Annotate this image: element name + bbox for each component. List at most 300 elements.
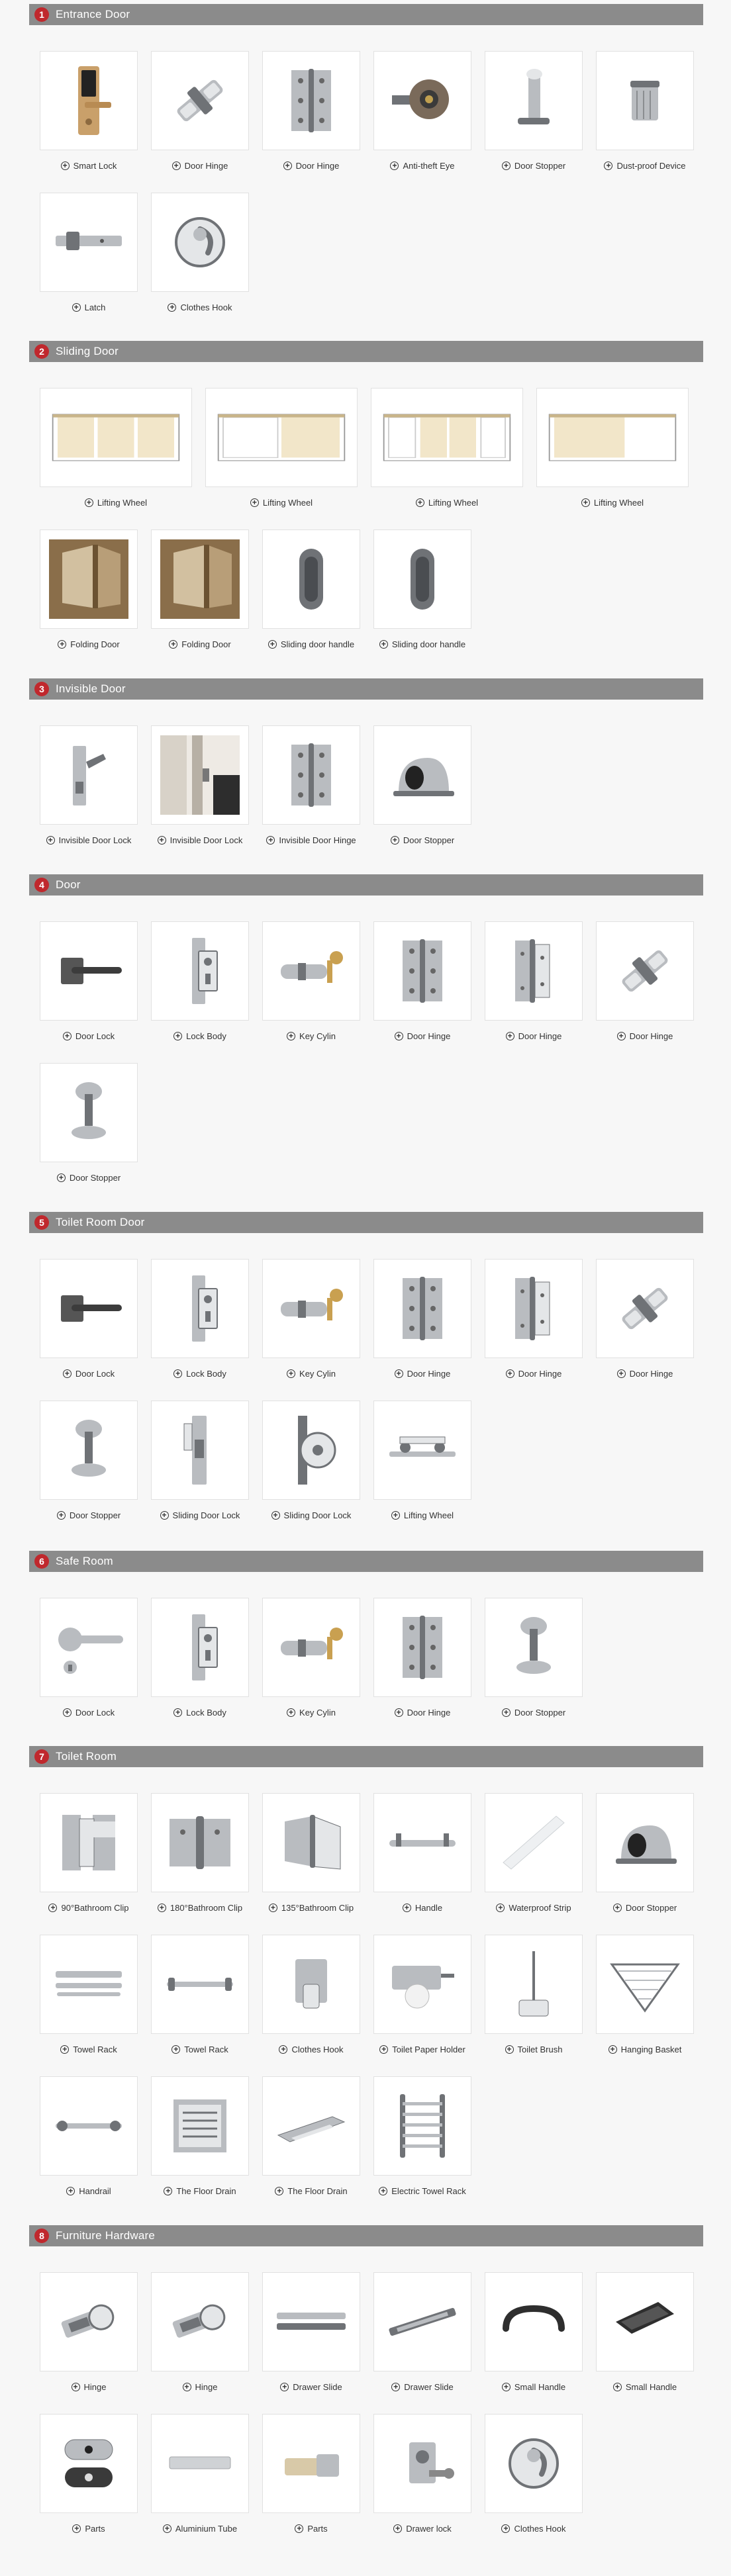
product-card[interactable]	[151, 725, 249, 846]
product-caption[interactable]	[373, 834, 471, 846]
product-card[interactable]	[151, 1935, 249, 2055]
product-image[interactable]	[40, 1935, 138, 2034]
product-caption[interactable]	[40, 1367, 138, 1379]
section-title: Entrance Door	[56, 8, 130, 21]
towel-rack-shelf-icon	[49, 1945, 128, 2024]
product-card[interactable]	[40, 51, 138, 171]
section-number-badge: 1	[34, 7, 49, 22]
product-card[interactable]	[373, 1598, 471, 1718]
product-card[interactable]	[373, 725, 471, 846]
plus-circle-icon: +	[275, 2187, 283, 2195]
product-image[interactable]	[40, 388, 192, 487]
product-image[interactable]	[262, 1401, 360, 1500]
product-image[interactable]	[151, 725, 249, 825]
product-card[interactable]	[151, 1598, 249, 1718]
product-caption[interactable]	[151, 2043, 249, 2055]
product-card[interactable]	[596, 921, 694, 1042]
product-label: 90°Bathroom Clip	[61, 1902, 129, 1913]
cabinet-hinge-icon	[49, 2282, 128, 2362]
product-caption[interactable]	[596, 2381, 694, 2393]
product-card[interactable]	[262, 1935, 360, 2055]
product-caption[interactable]	[151, 1030, 249, 1042]
product-image[interactable]	[40, 1063, 138, 1162]
product-image[interactable]	[40, 725, 138, 825]
product-caption[interactable]	[596, 1030, 694, 1042]
butt-hinge-icon	[271, 735, 351, 815]
product-label: Folding Door	[181, 639, 231, 649]
product-caption[interactable]	[262, 160, 360, 171]
product-caption[interactable]	[373, 1509, 471, 1521]
product-card[interactable]	[151, 2272, 249, 2393]
product-card[interactable]	[151, 51, 249, 171]
product-card[interactable]	[40, 921, 138, 1042]
product-caption[interactable]	[485, 1030, 583, 1042]
product-caption[interactable]	[151, 1367, 249, 1379]
product-card[interactable]	[151, 193, 249, 313]
product-caption[interactable]	[485, 160, 583, 171]
product-caption[interactable]	[485, 1902, 583, 1913]
product-card[interactable]	[485, 2414, 583, 2534]
product-card[interactable]	[373, 529, 471, 650]
product-card[interactable]	[485, 51, 583, 171]
product-card[interactable]	[373, 1259, 471, 1379]
product-image[interactable]	[40, 1401, 138, 1500]
section-title: Door	[56, 878, 81, 891]
product-caption[interactable]	[262, 1902, 360, 1913]
product-image[interactable]	[596, 921, 694, 1021]
flag-hinge-icon	[494, 931, 573, 1011]
product-caption[interactable]	[40, 1509, 138, 1521]
plus-circle-icon: +	[61, 161, 70, 170]
cabinet-hinge-icon	[160, 2282, 240, 2362]
product-card[interactable]	[40, 2414, 138, 2534]
product-card[interactable]	[40, 2272, 138, 2393]
dome-stopper-icon	[605, 1803, 685, 1882]
product-caption[interactable]	[40, 301, 138, 313]
product-image[interactable]	[40, 1259, 138, 1358]
clothes-hook-icon	[494, 2424, 573, 2503]
product-label: Anti-theft Eye	[403, 160, 455, 171]
product-image[interactable]	[596, 1935, 694, 2034]
product-caption[interactable]	[262, 2381, 360, 2393]
product-card[interactable]	[262, 51, 360, 171]
product-image[interactable]	[485, 2272, 583, 2371]
product-caption[interactable]	[40, 1902, 138, 1913]
product-caption[interactable]	[373, 638, 471, 650]
product-card[interactable]	[40, 529, 138, 650]
product-card[interactable]	[151, 1401, 249, 1521]
product-label: Electric Towel Rack	[391, 2185, 466, 2196]
product-image[interactable]	[596, 2272, 694, 2371]
product-image[interactable]	[40, 1793, 138, 1892]
product-card[interactable]	[40, 1401, 138, 1521]
product-caption[interactable]	[373, 2043, 471, 2055]
plus-circle-icon: +	[158, 836, 166, 845]
plus-circle-icon: +	[271, 1511, 280, 1520]
product-caption[interactable]	[596, 160, 694, 171]
product-card[interactable]	[262, 921, 360, 1042]
product-card[interactable]	[151, 921, 249, 1042]
product-image[interactable]	[485, 51, 583, 150]
product-image[interactable]	[40, 1598, 138, 1697]
product-label: Sliding Door Lock	[172, 1510, 240, 1520]
product-caption[interactable]	[40, 2185, 138, 2197]
product-image[interactable]	[373, 2076, 471, 2176]
product-card[interactable]	[371, 388, 523, 508]
product-card[interactable]	[40, 388, 192, 508]
product-caption[interactable]	[262, 2043, 360, 2055]
product-caption[interactable]	[40, 160, 138, 171]
product-image[interactable]	[373, 1259, 471, 1358]
product-image[interactable]	[485, 2414, 583, 2513]
product-card[interactable]	[262, 1793, 360, 1913]
sliding-diagram-a-icon	[43, 391, 189, 484]
product-card[interactable]	[373, 1793, 471, 1913]
product-image[interactable]	[371, 388, 523, 487]
product-label: Lifting Wheel	[262, 497, 313, 508]
product-card[interactable]	[262, 1401, 360, 1521]
product-caption[interactable]	[596, 1367, 694, 1379]
product-image[interactable]	[151, 1793, 249, 1892]
lock-body-icon	[160, 931, 240, 1011]
product-label: Small Handle	[514, 2381, 566, 2392]
product-card[interactable]	[40, 1935, 138, 2055]
product-label: The Floor Drain	[287, 2185, 348, 2196]
product-card[interactable]	[596, 1935, 694, 2055]
product-card[interactable]	[40, 193, 138, 313]
product-card[interactable]	[485, 921, 583, 1042]
product-card[interactable]	[151, 1793, 249, 1913]
product-card[interactable]	[373, 2414, 471, 2534]
section-number-badge: 5	[34, 1215, 49, 1230]
product-caption[interactable]	[262, 1706, 360, 1718]
section-title: Toilet Room Door	[56, 1216, 145, 1228]
product-image[interactable]	[485, 1935, 583, 2034]
product-card[interactable]	[262, 1259, 360, 1379]
product-label: Toilet Brush	[517, 2044, 563, 2054]
product-image[interactable]	[262, 1598, 360, 1697]
product-card[interactable]	[536, 388, 689, 508]
product-image[interactable]	[373, 529, 471, 629]
plus-circle-icon: +	[395, 1369, 403, 1378]
product-image[interactable]	[151, 2414, 249, 2513]
product-image[interactable]	[40, 529, 138, 629]
product-card[interactable]	[373, 51, 471, 171]
product-image[interactable]	[151, 1598, 249, 1697]
product-caption[interactable]	[262, 834, 360, 846]
product-caption[interactable]	[151, 2185, 249, 2197]
product-card[interactable]	[373, 1935, 471, 2055]
product-image[interactable]	[596, 51, 694, 150]
door-stopper-tall-icon	[494, 61, 573, 140]
plus-circle-icon: +	[379, 2187, 387, 2195]
product-label: Towel Rack	[184, 2044, 228, 2054]
product-card[interactable]	[151, 2076, 249, 2197]
product-label: Hinge	[83, 2381, 107, 2392]
product-image[interactable]	[373, 1935, 471, 2034]
product-image[interactable]	[40, 2076, 138, 2176]
product-image[interactable]	[596, 1259, 694, 1358]
product-image[interactable]	[151, 193, 249, 292]
product-image[interactable]	[536, 388, 689, 487]
product-image[interactable]	[262, 2272, 360, 2371]
product-image[interactable]	[485, 921, 583, 1021]
product-card[interactable]	[373, 921, 471, 1042]
product-label: Handrail	[79, 2185, 111, 2196]
product-card[interactable]	[596, 1793, 694, 1913]
plus-circle-icon: +	[581, 498, 590, 507]
product-image[interactable]	[262, 921, 360, 1021]
plus-circle-icon: +	[160, 1511, 169, 1520]
product-label: Door Lock	[75, 1368, 115, 1379]
product-card[interactable]	[151, 529, 249, 650]
plus-circle-icon: +	[391, 2383, 400, 2391]
sliding-diagram-d-icon	[540, 391, 685, 484]
product-image[interactable]	[596, 1793, 694, 1892]
product-card[interactable]	[40, 1259, 138, 1379]
product-caption[interactable]	[205, 496, 358, 508]
product-image[interactable]	[485, 1598, 583, 1697]
product-caption[interactable]	[151, 301, 249, 313]
product-image[interactable]	[262, 1793, 360, 1892]
product-caption[interactable]	[373, 160, 471, 171]
plus-circle-icon: +	[173, 1708, 182, 1717]
product-caption[interactable]	[40, 2381, 138, 2393]
section-title: Furniture Hardware	[56, 2229, 156, 2242]
product-image[interactable]	[485, 1259, 583, 1358]
product-caption[interactable]	[536, 496, 689, 508]
product-card[interactable]	[485, 1935, 583, 2055]
product-image[interactable]	[373, 1598, 471, 1697]
product-card[interactable]	[151, 2414, 249, 2534]
product-label: Door Hinge	[407, 1031, 451, 1041]
plus-circle-icon: +	[46, 836, 55, 845]
product-caption[interactable]	[373, 2381, 471, 2393]
toilet-brush-icon	[494, 1945, 573, 2024]
section-header	[29, 1746, 703, 1767]
product-image[interactable]	[40, 2414, 138, 2513]
product-card[interactable]	[485, 1598, 583, 1718]
product-caption[interactable]	[151, 1902, 249, 1913]
product-image[interactable]	[151, 2076, 249, 2176]
bar-handle-icon	[383, 1803, 462, 1882]
product-image[interactable]	[40, 51, 138, 150]
product-image[interactable]	[373, 51, 471, 150]
butt-hinge-icon	[383, 1608, 462, 1687]
product-caption[interactable]	[371, 496, 523, 508]
plus-circle-icon: +	[183, 2383, 191, 2391]
product-caption[interactable]	[40, 1172, 138, 1183]
product-card[interactable]	[262, 2414, 360, 2534]
glass-clip-135-icon	[271, 1803, 351, 1882]
product-caption[interactable]	[373, 1030, 471, 1042]
product-caption[interactable]	[262, 2522, 360, 2534]
product-caption[interactable]	[262, 638, 360, 650]
oval-parts-icon	[49, 2424, 128, 2503]
plus-circle-icon: +	[172, 161, 181, 170]
sliding-lock-round-icon	[271, 1410, 351, 1490]
product-caption[interactable]	[151, 1706, 249, 1718]
plus-circle-icon: +	[613, 1904, 622, 1912]
section-title: Safe Room	[56, 1555, 113, 1567]
product-card[interactable]	[262, 529, 360, 650]
product-image[interactable]	[40, 193, 138, 292]
product-card[interactable]	[596, 2272, 694, 2393]
product-image[interactable]	[205, 388, 358, 487]
product-image[interactable]	[262, 725, 360, 825]
plus-circle-icon: +	[287, 1708, 295, 1717]
product-image[interactable]	[373, 1401, 471, 1500]
product-image[interactable]	[40, 921, 138, 1021]
product-caption[interactable]	[262, 1367, 360, 1379]
plus-circle-icon: +	[283, 161, 292, 170]
product-caption[interactable]	[151, 2522, 249, 2534]
drawer-slide-single-icon	[383, 2282, 462, 2362]
product-image[interactable]	[485, 1793, 583, 1892]
section-number-badge: 6	[34, 1554, 49, 1569]
product-caption[interactable]	[262, 1030, 360, 1042]
product-caption[interactable]	[40, 1706, 138, 1718]
drawer-slide-icon	[271, 2282, 351, 2362]
product-card[interactable]	[40, 1598, 138, 1718]
concealed-hinge-icon	[605, 1269, 685, 1348]
product-caption[interactable]	[151, 638, 249, 650]
plus-circle-icon: +	[60, 2045, 69, 2054]
product-image[interactable]	[373, 1793, 471, 1892]
lock-body-icon	[160, 1269, 240, 1348]
product-card[interactable]	[40, 1063, 138, 1183]
magnet-catch-icon	[271, 2424, 351, 2503]
plus-circle-icon: +	[57, 1511, 66, 1520]
product-image[interactable]	[151, 1259, 249, 1358]
product-label: Sliding door handle	[280, 639, 355, 649]
product-caption[interactable]	[40, 1030, 138, 1042]
product-card[interactable]	[40, 1793, 138, 1913]
folding-door-icon	[160, 539, 240, 619]
product-card[interactable]	[262, 725, 360, 846]
product-caption[interactable]	[40, 834, 138, 846]
product-card[interactable]	[485, 1259, 583, 1379]
product-label: Hanging Basket	[620, 2044, 682, 2054]
plus-circle-icon: +	[295, 2524, 303, 2533]
product-caption[interactable]	[485, 1706, 583, 1718]
product-card[interactable]	[151, 1259, 249, 1379]
product-image[interactable]	[262, 51, 360, 150]
product-label: Waterproof Strip	[509, 1902, 571, 1913]
product-caption[interactable]	[373, 2522, 471, 2534]
product-label: Door Stopper	[625, 1902, 677, 1913]
plus-circle-icon: +	[604, 161, 612, 170]
product-image[interactable]	[151, 51, 249, 150]
plus-circle-icon: +	[287, 1032, 295, 1040]
product-caption[interactable]	[373, 1902, 471, 1913]
plus-circle-icon: +	[168, 303, 176, 312]
product-card[interactable]	[262, 2272, 360, 2393]
product-caption[interactable]	[40, 2522, 138, 2534]
product-card[interactable]	[262, 2076, 360, 2197]
product-caption[interactable]	[40, 638, 138, 650]
product-caption[interactable]	[151, 2381, 249, 2393]
product-card[interactable]	[40, 725, 138, 846]
alu-tube-icon	[160, 2424, 240, 2503]
product-image[interactable]	[373, 2272, 471, 2371]
sliding-diagram-b-icon	[209, 391, 354, 484]
product-caption[interactable]	[262, 1509, 360, 1521]
product-caption[interactable]	[485, 2522, 583, 2534]
product-image[interactable]	[262, 2414, 360, 2513]
product-label: Lifting Wheel	[428, 497, 479, 508]
product-caption[interactable]	[151, 160, 249, 171]
product-label: Toilet Paper Holder	[392, 2044, 465, 2054]
plus-circle-icon: +	[63, 1708, 72, 1717]
product-caption[interactable]	[373, 1706, 471, 1718]
product-image[interactable]	[151, 1935, 249, 2034]
product-image[interactable]	[262, 1935, 360, 2034]
product-caption[interactable]	[262, 2185, 360, 2197]
product-card[interactable]	[485, 1793, 583, 1913]
product-caption[interactable]	[373, 2185, 471, 2197]
product-label: Dust-proof Device	[616, 160, 686, 171]
product-label: Lifting Wheel	[97, 497, 148, 508]
product-card[interactable]	[485, 2272, 583, 2393]
section-number-badge: 2	[34, 344, 49, 359]
plus-circle-icon: +	[391, 836, 399, 845]
butt-hinge-icon	[271, 61, 351, 140]
product-card[interactable]	[262, 1598, 360, 1718]
product-image[interactable]	[151, 1401, 249, 1500]
product-caption[interactable]	[485, 2043, 583, 2055]
product-image[interactable]	[151, 529, 249, 629]
product-card[interactable]	[40, 2076, 138, 2197]
product-card[interactable]	[596, 51, 694, 171]
sliding-handle-icon	[383, 539, 462, 619]
product-caption[interactable]	[151, 1509, 249, 1521]
product-image[interactable]	[262, 2076, 360, 2176]
product-caption[interactable]	[40, 496, 192, 508]
product-card[interactable]	[373, 2272, 471, 2393]
plus-circle-icon: +	[617, 1032, 626, 1040]
product-image[interactable]	[262, 529, 360, 629]
product-image[interactable]	[373, 921, 471, 1021]
invisible-lock-photo-icon	[160, 735, 240, 815]
drawer-lock-icon	[383, 2424, 462, 2503]
product-card[interactable]	[373, 2076, 471, 2197]
plus-circle-icon: +	[391, 1511, 400, 1520]
section-title: Invisible Door	[56, 682, 126, 695]
product-image[interactable]	[40, 2272, 138, 2371]
product-caption[interactable]	[485, 2381, 583, 2393]
product-card[interactable]	[205, 388, 358, 508]
product-image[interactable]	[151, 921, 249, 1021]
product-caption[interactable]	[373, 1367, 471, 1379]
product-caption[interactable]	[151, 834, 249, 846]
product-card[interactable]	[373, 1401, 471, 1521]
product-image[interactable]	[262, 1259, 360, 1358]
product-image[interactable]	[373, 725, 471, 825]
product-caption[interactable]	[40, 2043, 138, 2055]
plus-circle-icon: +	[72, 2524, 81, 2533]
product-image[interactable]	[151, 2272, 249, 2371]
product-label: Door Hinge	[407, 1368, 451, 1379]
product-image[interactable]	[373, 2414, 471, 2513]
product-caption[interactable]	[596, 2043, 694, 2055]
product-caption[interactable]	[596, 1902, 694, 1913]
section-number-badge: 3	[34, 682, 49, 696]
product-label: Invisible Door Hinge	[279, 835, 356, 845]
product-label: Lifting Wheel	[403, 1510, 454, 1520]
product-caption[interactable]	[485, 1367, 583, 1379]
product-card[interactable]	[596, 1259, 694, 1379]
